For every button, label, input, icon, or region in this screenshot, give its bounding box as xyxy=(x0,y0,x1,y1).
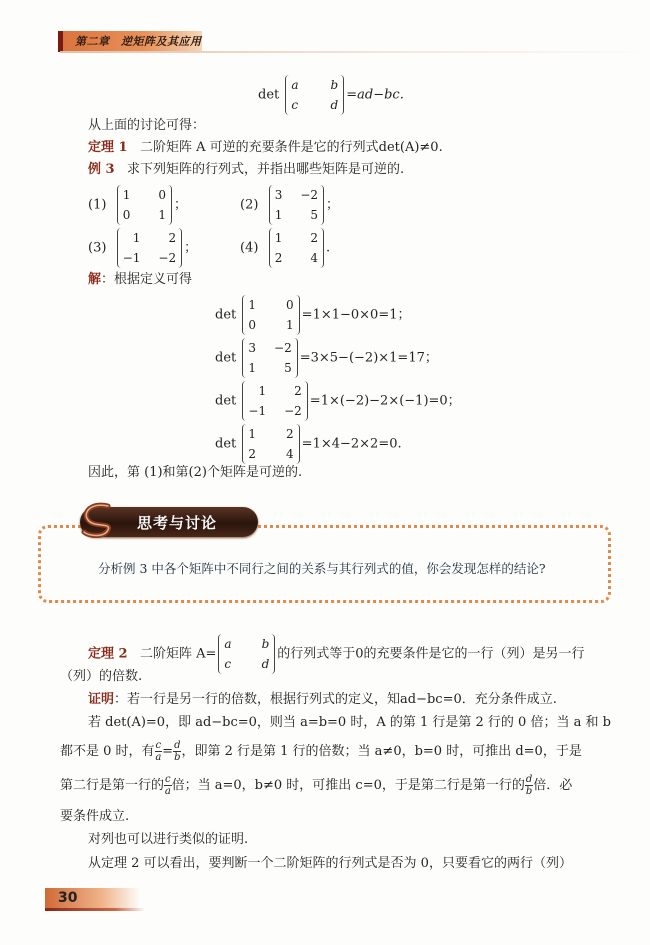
example-item-1: (1) 1 0 0 1 ； xyxy=(88,185,187,225)
page-number-rule xyxy=(45,908,145,911)
example-item-4: (4) 1 2 2 4 . xyxy=(240,228,330,268)
chapter-title: 第二章 逆矩阵及其应用 xyxy=(75,35,202,48)
solution-det-2: det 3 −2 1 5 =3×5−(−2)×1=17； xyxy=(215,338,438,378)
swirl-icon xyxy=(78,500,122,540)
proof-line-1: 证明：若一行是另一行的倍数，根据行列式的定义，知ad−bc=0．充分条件成立. xyxy=(88,692,557,707)
solution-conclusion: 因此，第 (1)和第(2)个矩阵是可逆的. xyxy=(88,465,303,480)
think-discuss-label: 思考与讨论 xyxy=(137,514,218,532)
solution-intro: 解：根据定义可得 xyxy=(88,272,193,287)
proof-line-3: 都不是 0 时，有 $\frac{c}{a}$ = $\frac{d}{b}$ ，即第 2 行是第 1 行的倍数；当 a≠0，b=0 时，可推出 d=0，于是 xyxy=(60,740,582,763)
example-item-3: (3) 1 2 −1 −2 ； xyxy=(88,228,197,268)
page-number: 30 xyxy=(58,890,78,906)
proof-line-2: 若 det(A)=0，即 ad−bc=0，则当 a=b=0 时，A 的第 1 行是第 2 行的 0 倍；当 a 和 b xyxy=(88,715,611,730)
theorem-1: 定理 1 二阶矩阵 A 可逆的充要条件是它的行列式det(A)≠0. xyxy=(88,140,443,155)
solution-det-3: det 1 2 −1 −2 =1×(−2)−2×(−1)=0； xyxy=(215,381,461,421)
chapter-header-mark xyxy=(58,31,63,52)
header-rule xyxy=(60,51,650,53)
proof-line-6: 对列也可以进行类似的证明. xyxy=(88,832,249,847)
proof-line-7: 从定理 2 可以看出，要判断一个二阶矩阵的行列式是否为 0，只要看它的两行（列） xyxy=(88,856,572,871)
example-3: 例 3 求下列矩阵的行列式，并指出哪些矩阵是可逆的. xyxy=(88,162,405,177)
intro-text: 从上面的讨论可得： xyxy=(88,118,206,133)
solution-det-4: det 1 2 2 4 =1×4−2×2=0. xyxy=(215,424,402,464)
solution-det-1: det 1 0 0 1 =1×1−0×0=1； xyxy=(215,295,411,335)
proof-line-5: 要条件成立. xyxy=(60,809,130,824)
example-item-2: (2) 3 −2 1 5 ； xyxy=(240,185,339,225)
think-discuss-question: 分析例 3 中各个矩阵中不同行之间的关系与其行列式的值，你会发现怎样的结论? xyxy=(98,561,546,576)
formula-det-general: det a b c d =ad−bc. xyxy=(258,75,404,115)
proof-line-4: 第二行是第一行的 $\frac{c}{a}$ 倍；当 a=0，b≠0 时，可推出 c=0，于是第二行是第一行的 $\frac{d}{b}$ 倍．必 xyxy=(60,774,573,797)
theorem-2-cont: （列）的倍数. xyxy=(60,669,143,684)
theorem-2: 定理 2 二阶矩阵 A= a b c d 的行列式等于0的充要条件是它的一行（列）是另一行 xyxy=(88,634,585,674)
